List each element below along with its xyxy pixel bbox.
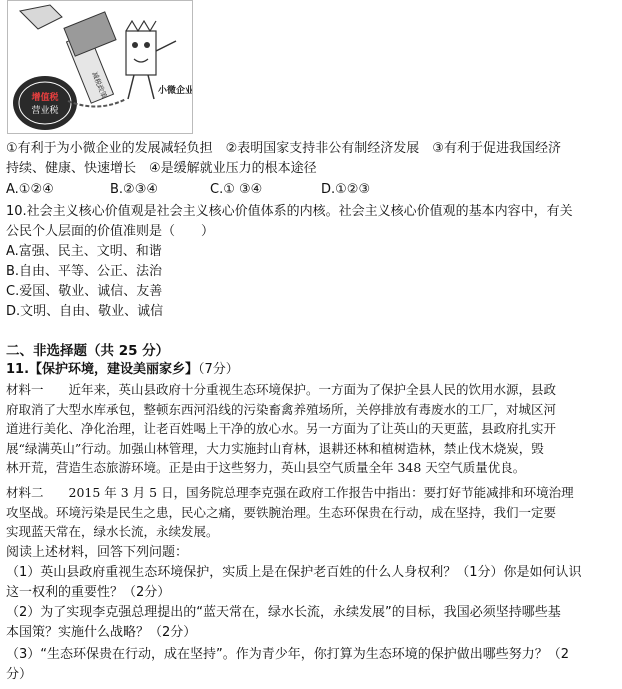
character-label: 小微企业 (158, 86, 194, 96)
q10-option-a[interactable]: A.富强、民主、文明、和谐 (6, 244, 162, 259)
character-arm (156, 41, 176, 51)
q11-sub2-line1: （2）为了实现李克强总理提出的“蓝天常在，绿水长流，永续发展”的目标，我国必须坚持哪些基 (6, 605, 561, 620)
q11-title: 11.【保护环境，建设美丽家乡】 (6, 362, 199, 377)
material2-line2: 攻坚战。环境污染是民生之患，民心之痛，要铁腕治理。生态环保贵在行动，成在坚持，我们一定要 (6, 504, 557, 520)
material1-line1: 材料一 近年来，英山县政府十分重视生态环境保护。一方面为了保护全县人民的饮用水源，县政 (6, 382, 557, 397)
q9-option-a[interactable]: A.①②④ (6, 182, 54, 197)
cartoon-drawing (8, 1, 193, 134)
q9-statement-line2: 持续、健康、快速增长 ④是缓解就业压力的根本途径 (6, 161, 317, 176)
section2-heading: 二、非选择题（共 25 分） (6, 343, 170, 359)
material2-line1: 材料二 2015 年 3 月 5 日，国务院总理李克强在政府工作报告中指出：要打好节能减排和环境治理 (6, 485, 574, 500)
q11-sub1-line2: 这一权利的重要性？（2分） (6, 585, 171, 600)
character-leg-right (148, 75, 154, 99)
character-eye-left (132, 42, 138, 48)
material2-line3: 实现蓝天常在，绿水长流，永续发展。 (6, 524, 219, 540)
character-eye-right (144, 42, 150, 48)
q11-title-row (6, 361, 239, 379)
q10-stem-line1: 10.社会主义核心价值观是社会主义核心价值体系的内核。社会主义核心价值观的基本内容中，有关 (6, 204, 573, 219)
material1-line2: 府取消了大型水库承包，整顿东西河沿线的污染畜禽养殖场所，关停排放有毒废水的工厂，对城区河 (6, 401, 557, 417)
material2-block (6, 483, 618, 542)
q11-score: （7分） (198, 362, 239, 377)
material1-block (6, 380, 618, 478)
hand-shape (20, 5, 62, 29)
material2-label: 材料二 (6, 485, 44, 500)
hammer-label: 减税政策 (90, 70, 109, 100)
badge-line1: 增值税 (31, 93, 59, 103)
material1-line5: 林开荒，营造生态旅游环境。正是由于这些努力，英山县空气质量全年 348 天空气质量优良。 (6, 460, 526, 476)
q9-option-c[interactable]: C.① ③④ (210, 182, 263, 197)
q9-option-b[interactable]: B.②③④ (110, 182, 159, 197)
material1-label: 材料一 (6, 382, 44, 397)
q10-stem-line2: 公民个人层面的价值准则是（ ） (6, 224, 215, 239)
questions-intro: 阅读上述材料，回答下列问题： (6, 545, 189, 560)
character-crown (126, 21, 156, 31)
tax-badge-shape (13, 76, 77, 130)
q11-sub3-line2: 分） (6, 667, 33, 682)
material1-line4: 展“绿满英山”行动。加强山林管理，大力实施封山育林，退耕还林和植树造林，禁止伐木烧炭，毁 (6, 440, 544, 456)
material1-line3: 道进行美化、净化治理，让老百姓喝上干净的放心水。另一方面为了让英山的天更蓝，县政府扎实开 (6, 421, 557, 437)
q9-option-d[interactable]: D.①②③ (321, 182, 371, 197)
badge-line2: 营业税 (31, 106, 59, 116)
q11-sub1-line1: （1）英山县政府重视生态环境保护，实质上是在保护老百姓的什么人身权利？（1分）你是如何认识 (6, 565, 582, 580)
cartoon-illustration (7, 0, 193, 134)
q10-option-c[interactable]: C.爱国、敬业、诚信、友善 (6, 284, 163, 299)
character-body (126, 31, 156, 75)
q9-options-row (6, 181, 606, 199)
q10-option-b[interactable]: B.自由、平等、公正、法治 (6, 264, 163, 279)
q11-sub3-line1: （3）“生态环保贵在行动，成在坚持”。作为青少年，你打算为生态环境的保护做出哪些努力？（2 (6, 647, 570, 662)
q10-option-d[interactable]: D.文明、自由、敬业、诚信 (6, 304, 164, 319)
q11-sub2-line2: 本国策？实施什么战略？（2分） (6, 625, 197, 640)
q9-statement-line1: ①有利于为小微企业的发展减轻负担 ②表明国家支持非公有制经济发展 ③有利于促进我国经济 (6, 141, 561, 156)
character-leg-left (128, 75, 134, 99)
